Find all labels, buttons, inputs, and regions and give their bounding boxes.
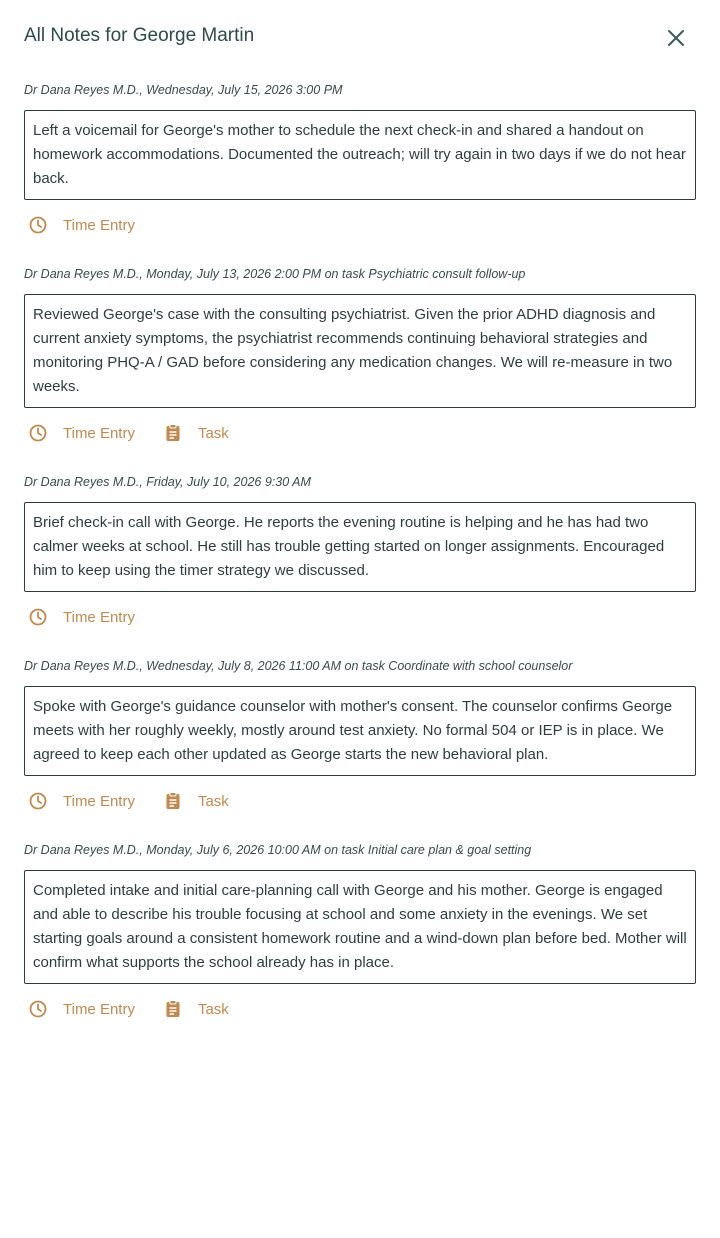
task-button[interactable] [163, 791, 229, 811]
note-item [24, 658, 696, 812]
dialog-title: All Notes for George Martin [24, 25, 255, 46]
task-label: Task [197, 1000, 229, 1018]
note-item [24, 266, 696, 444]
note-meta: Dr Dana Reyes M.D., Wednesday, July 8, 2026 11:00 AM on task Coordinate with school counselor [24, 659, 573, 673]
note-body: Spoke with George's guidance counselor with mother's consent. The counselor confirms George meets with her roughly weekly, mostly around test anxiety. No formal 504 or IEP is in place. We agreed to keep each other updated as George starts the new behavioral plan. [24, 686, 696, 776]
time-entry-label: Time Entry [63, 792, 135, 810]
dialog-header [24, 24, 696, 60]
note-meta: Dr Dana Reyes M.D., Monday, July 13, 2026 2:00 PM on task Psychiatric consult follow-up [24, 267, 526, 281]
clipboard-icon [163, 999, 183, 1019]
clock-icon [28, 215, 48, 235]
note-body: Reviewed George's case with the consulting psychiatrist. Given the prior ADHD diagnosis and current anxiety symptoms, the psychiatrist recommends continuing behavioral strategies and monitoring PHQ-A / GAD before considering any medication changes. We will re-measure in two weeks. [24, 294, 696, 408]
time-entry-label: Time Entry [63, 1000, 135, 1018]
time-entry-button[interactable] [28, 215, 135, 235]
task-label: Task [197, 424, 229, 442]
note-actions [24, 214, 696, 236]
notes-list [24, 82, 696, 1020]
note-actions [24, 422, 696, 444]
clipboard-icon [163, 423, 183, 443]
time-entry-label: Time Entry [63, 424, 135, 442]
note-item [24, 82, 696, 236]
clock-icon [28, 791, 48, 811]
clock-icon [28, 999, 48, 1019]
note-meta: Dr Dana Reyes M.D., Monday, July 6, 2026 10:00 AM on task Initial care plan & goal setting [24, 843, 532, 857]
time-entry-label: Time Entry [63, 216, 135, 234]
time-entry-button[interactable] [28, 791, 135, 811]
note-item [24, 474, 696, 628]
clipboard-icon [163, 791, 183, 811]
time-entry-button[interactable] [28, 607, 135, 627]
close-button[interactable] [664, 26, 688, 50]
note-actions [24, 998, 696, 1020]
note-body: Brief check-in call with George. He reports the evening routine is helping and he has had two calmer weeks at school. He still has trouble getting started on longer assignments. Encouraged him to keep using the timer strategy we discussed. [24, 502, 696, 592]
time-entry-button[interactable] [28, 999, 135, 1019]
task-label: Task [197, 792, 229, 810]
task-button[interactable] [163, 999, 229, 1019]
clock-icon [28, 607, 48, 627]
time-entry-label: Time Entry [63, 608, 135, 626]
note-item [24, 842, 696, 1020]
note-body: Left a voicemail for George's mother to schedule the next check-in and shared a handout on homework accommodations. Documented the outreach; will try again in two days if we do not hear back. [24, 110, 696, 200]
clock-icon [28, 423, 48, 443]
time-entry-button[interactable] [28, 423, 135, 443]
note-actions [24, 790, 696, 812]
note-meta: Dr Dana Reyes M.D., Wednesday, July 15, 2026 3:00 PM [24, 83, 343, 97]
note-meta: Dr Dana Reyes M.D., Friday, July 10, 2026 9:30 AM [24, 475, 311, 489]
close-icon [667, 29, 685, 47]
note-body: Completed intake and initial care-planning call with George and his mother. George is engaged and able to describe his trouble focusing at school and some anxiety in the evenings. We set starting goals around a consistent homework routine and a wind-down plan before bed. Mother will confirm what supports the school already has in place. [24, 870, 696, 984]
note-actions [24, 606, 696, 628]
task-button[interactable] [163, 423, 229, 443]
